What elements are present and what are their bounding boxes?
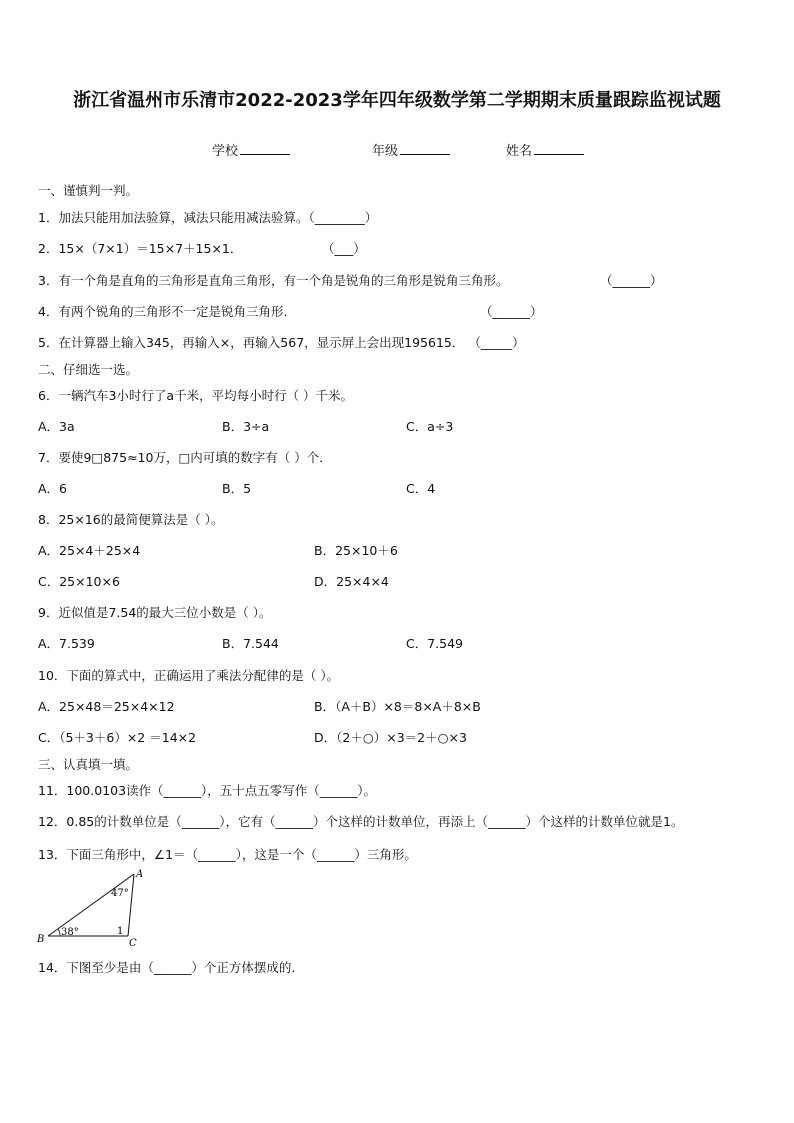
question-2-answer[interactable]: （___） (322, 241, 366, 256)
q8-option-b[interactable]: B．25×10＋6 (314, 543, 398, 558)
q9-option-b[interactable]: B．7.544 (222, 636, 279, 651)
q10-option-d[interactable]: D．（2＋○）×3＝2＋○×3 (314, 730, 467, 745)
school-label: 学校 (212, 144, 239, 159)
question-2: 2．15×（7×1）＝15×7＋15×1． (38, 241, 243, 256)
angle-b-arc (58, 929, 60, 936)
question-12: 12．0.85的计数单位是（______），它有（______）个这样的计数单位，再添上（______）个这样的计数单位就是1。 (38, 814, 684, 829)
question-14: 14．下图至少是由（______）个正方体摆成的. (38, 960, 296, 975)
vertex-b-label: B (37, 934, 45, 945)
question-7: 7．要使9□875≈10万，□内可填的数字有（ ）个． (38, 450, 332, 465)
question-10: 10．下面的算式中，正确运用了乘法分配律的是（ ）。 (38, 668, 340, 683)
name-field[interactable] (506, 140, 584, 159)
q9-option-a[interactable]: A．7.539 (38, 636, 95, 651)
grade-field[interactable] (372, 140, 450, 159)
question-13: 13．下面三角形中，∠1＝（______），这是一个（______）三角形。 (38, 847, 417, 862)
name-label: 姓名 (506, 144, 533, 159)
question-1: 1．加法只能用加法验算，减法只能用减法验算。（________） (38, 210, 378, 225)
school-blank[interactable] (240, 142, 290, 155)
q6-option-b[interactable]: B．3÷a (222, 419, 270, 434)
name-blank[interactable] (534, 142, 584, 155)
triangle-diagram (34, 868, 144, 948)
q8-option-c[interactable]: C．25×10×6 (38, 574, 120, 589)
school-field[interactable] (212, 140, 290, 159)
section-3-heading: 三、认真填一填。 (38, 757, 139, 772)
angle-1-label: 1 (117, 926, 124, 937)
q6-option-c[interactable]: C．a÷3 (406, 419, 454, 434)
page-title: 浙江省温州市乐清市2022-2023学年四年级数学第二学期期末质量跟踪监视试题 (73, 90, 721, 111)
q8-option-a[interactable]: A．25×4＋25×4 (38, 543, 141, 558)
section-2-heading: 二、仔细选一选。 (38, 362, 139, 377)
question-3-answer[interactable]: （______） (600, 273, 663, 288)
q9-option-c[interactable]: C．7.549 (406, 636, 464, 651)
question-4-answer[interactable]: （______） (480, 304, 543, 319)
q7-option-b[interactable]: B．5 (222, 481, 252, 496)
question-4: 4．有两个锐角的三角形不一定是锐角三角形． (38, 304, 296, 319)
angle-b-label: 38° (61, 927, 79, 938)
vertex-c-label: C (129, 938, 137, 948)
q6-option-a[interactable]: A．3a (38, 419, 75, 434)
triangle-side-ac (128, 874, 134, 936)
q10-option-a[interactable]: A．25×48＝25×4×12 (38, 699, 175, 714)
grade-label: 年级 (372, 144, 399, 159)
question-8: 8．25×16的最简便算法是（ ）。 (38, 512, 224, 527)
q10-option-c[interactable]: C．（5＋3＋6）×2 ＝14×2 (38, 730, 197, 745)
angle-a-label: 47° (111, 888, 129, 899)
question-11: 11．100.0103读作（______），五十点五零写作（______）。 (38, 783, 377, 798)
question-6: 6．一辆汽车3小时行了a千米，平均每小时行（ ）千米。 (38, 388, 354, 403)
q7-option-a[interactable]: A．6 (38, 481, 68, 496)
q8-option-d[interactable]: D．25×4×4 (314, 574, 389, 589)
section-1-heading: 一、谨慎判一判。 (38, 183, 139, 198)
question-5: 5．在计算器上输入345，再输入×，再输入567，显示屏上会出现195615． （_____） (38, 335, 525, 350)
q7-option-c[interactable]: C．4 (406, 481, 436, 496)
grade-blank[interactable] (400, 142, 450, 155)
vertex-a-label: A (136, 869, 144, 880)
q10-option-b[interactable]: B．（A＋B）×8＝8×A＋8×B (314, 699, 481, 714)
question-9: 9．近似值是7.54的最大三位小数是（ ）。 (38, 605, 272, 620)
question-3: 3．有一个角是直角的三角形是直角三角形，有一个角是锐角的三角形是锐角三角形。 (38, 273, 509, 288)
